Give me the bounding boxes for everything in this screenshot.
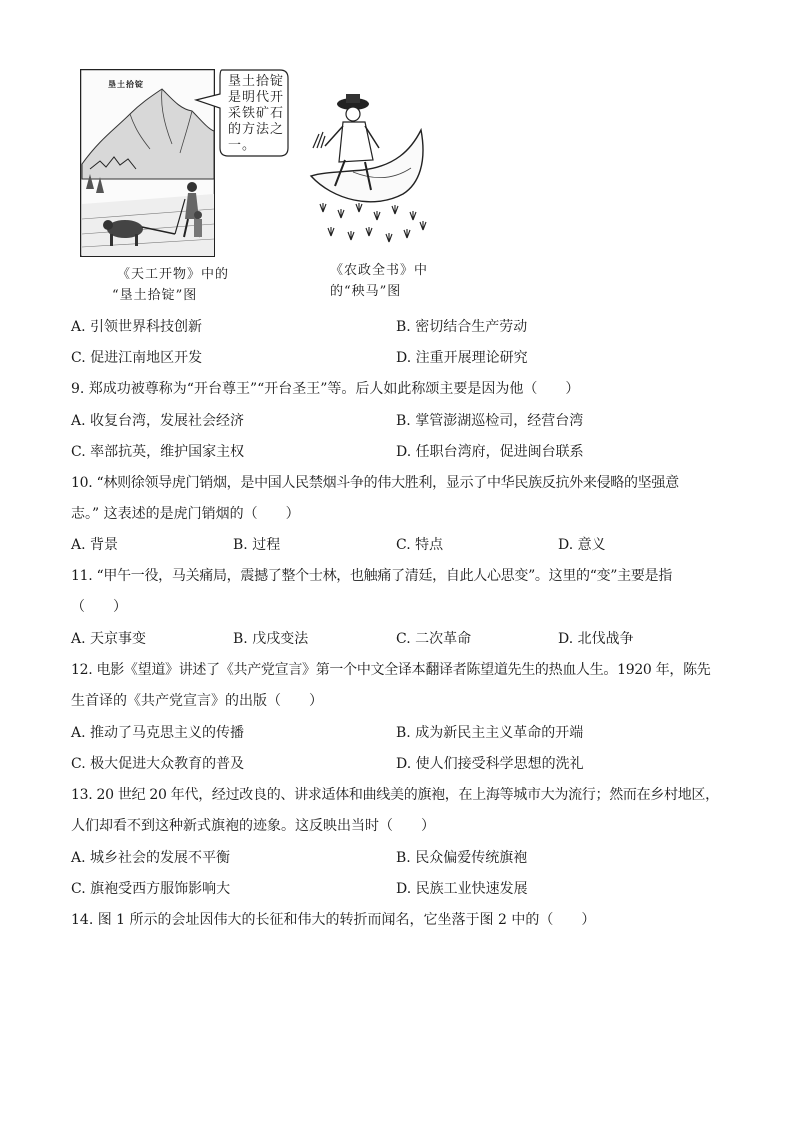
figure-right-caption-2: 的“秧马”图	[330, 284, 402, 299]
q11-stem-line2: （ ）	[71, 599, 127, 615]
q9-option-c: C. 率部抗英，维护国家主权	[71, 444, 245, 460]
bubble-line: 采铁矿石	[228, 106, 285, 121]
yangma-illustration	[303, 90, 435, 250]
q10-stem-line2: 志。” 这表述的是虎门销烟的（ ）	[71, 506, 300, 522]
speech-bubble	[192, 68, 292, 160]
q11-option-d: D. 北伐战争	[558, 631, 634, 647]
q13-stem-line1: 13. 20 世纪 20 年代，经过改良的、讲求适体和曲线美的旗袍，在上海等城市大为流行；然而在乡村地区，	[71, 787, 719, 803]
q12-stem-line2: 生首译的《共产党宣言》的出版（ ）	[71, 693, 323, 709]
q11-option-b: B. 戊戌变法	[233, 631, 309, 647]
q12-option-a: A. 推动了马克思主义的传播	[71, 725, 245, 741]
bubble-text	[228, 74, 284, 154]
q12-option-b: B. 成为新民主主义革命的开端	[396, 725, 584, 741]
q8-option-b: B. 密切结合生产劳动	[396, 319, 528, 335]
q11-option-c: C. 二次革命	[396, 631, 472, 647]
bubble-line: 是明代开	[228, 90, 285, 105]
figure-inner-title: 垦土拾锭	[108, 79, 144, 89]
q9-option-d: D. 任职台湾府，促进闽台联系	[396, 444, 584, 460]
q11-option-a: A. 天京事变	[71, 631, 147, 647]
q12-option-c: C. 极大促进大众教育的普及	[71, 756, 245, 772]
q11-stem-line1: 11. “甲午一役，马关痛局，震撼了整个士林，也触痛了清廷，自此人心思变”。这里的“变”主要是指	[71, 568, 672, 584]
bubble-line: 垦土拾锭	[228, 74, 285, 89]
figure-left-caption-2: “垦土拾锭”图	[112, 288, 198, 303]
q8-option-a: A. 引领世界科技创新	[71, 319, 203, 335]
q10-stem-line1: 10. “林则徐领导虎门销烟，是中国人民禁烟斗争的伟大胜利，显示了中华民族反抗外来侵略的坚强意	[71, 475, 679, 491]
figure-right-caption-1: 《农政全书》中	[330, 263, 429, 278]
q12-stem-line1: 12. 电影《望道》讲述了《共产党宣言》第一个中文全译本翻译者陈望道先生的热血人生。1920 年，陈先	[71, 662, 711, 678]
bubble-line: 的方法之	[228, 122, 285, 137]
q9-option-b: B. 掌管澎湖巡检司，经营台湾	[396, 413, 584, 429]
figure-left-caption-1: 《天工开物》中的	[117, 267, 230, 282]
q13-option-b: B. 民众偏爱传统旗袍	[396, 850, 528, 866]
q10-option-b: B. 过程	[233, 537, 281, 553]
q10-option-c: C. 特点	[396, 537, 444, 553]
q9-stem: 9. 郑成功被尊称为“开台尊王”“开台圣王”等。后人如此称颂主要是因为他（ ）	[71, 381, 580, 397]
q13-option-c: C. 旗袍受西方服饰影响大	[71, 881, 231, 897]
q10-option-a: A. 背景	[71, 537, 119, 553]
q13-option-d: D. 民族工业快速发展	[396, 881, 528, 897]
q8-option-c: C. 促进江南地区开发	[71, 350, 203, 366]
q8-option-d: D. 注重开展理论研究	[396, 350, 528, 366]
bubble-line: 一。	[228, 138, 257, 153]
q14-stem: 14. 图 1 所示的会址因伟大的长征和伟大的转折而闻名，它坐落于图 2 中的（ ）	[71, 912, 596, 928]
figure-yangma	[303, 90, 435, 250]
q13-option-a: A. 城乡社会的发展不平衡	[71, 850, 231, 866]
q12-option-d: D. 使人们接受科学思想的洗礼	[396, 756, 584, 772]
q9-option-a: A. 收复台湾，发展社会经济	[71, 413, 245, 429]
q13-stem-line2: 人们却看不到这种新式旗袍的迹象。这反映出当时（ ）	[71, 818, 435, 834]
q10-option-d: D. 意义	[558, 537, 606, 553]
